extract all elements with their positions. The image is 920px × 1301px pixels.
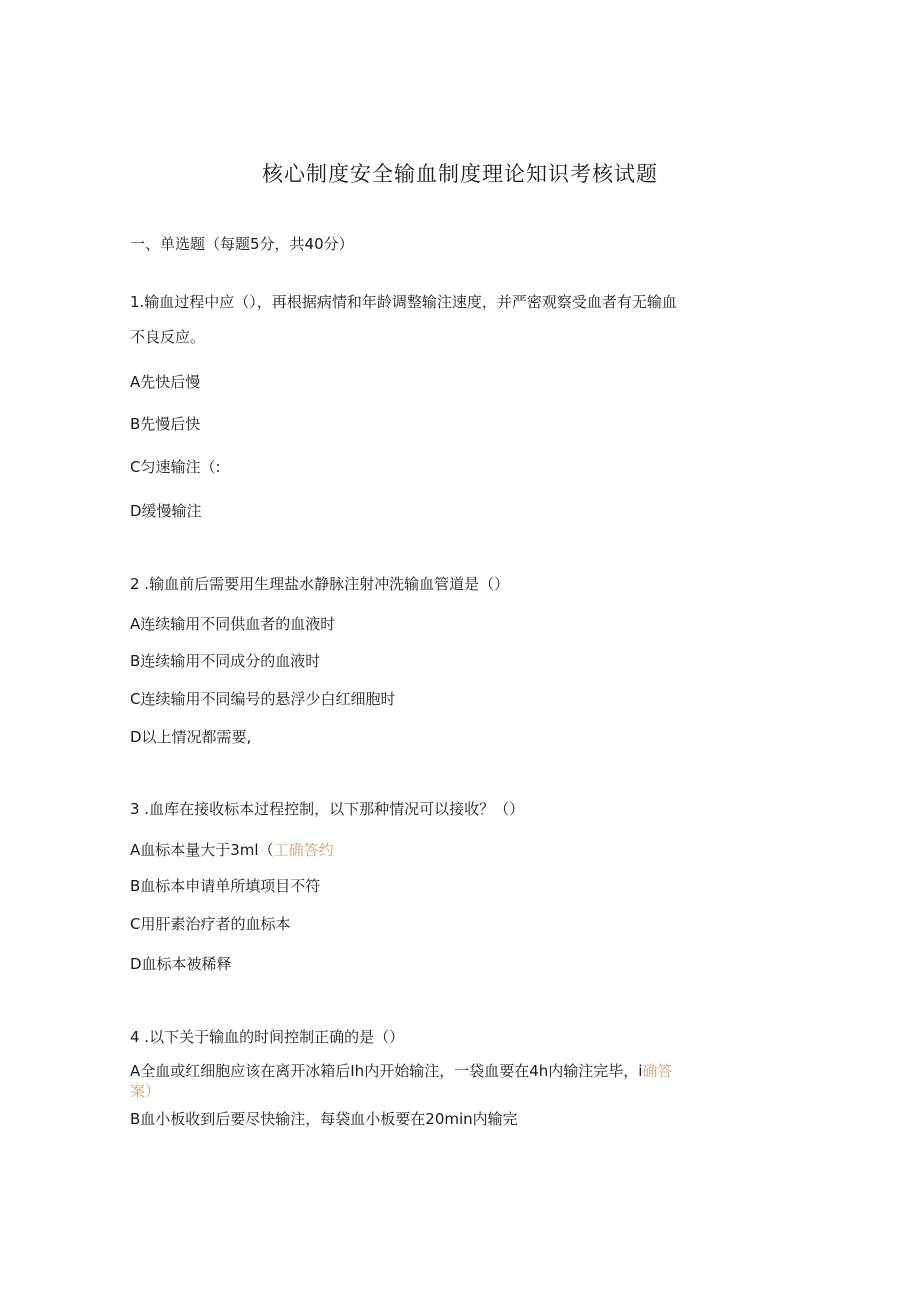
question-3-option-b: B血标本申请单所填项目不符 <box>130 877 321 895</box>
question-1-option-c: C匀速输注（: <box>130 458 221 476</box>
question-2-option-a: A连续输用不同供血者的血液时 <box>130 615 336 633</box>
question-4-option-b: B血小板收到后要尽快输注，每袋血小板要在20min内输完 <box>130 1110 518 1128</box>
question-4-answer-mark: 确答 <box>642 1062 673 1080</box>
question-4-stem: 4 .以下关于输血的时间控制正确的是（） <box>130 1028 405 1046</box>
question-2-stem: 2 .输血前后需要用生理盐水静脉注射冲洗输血管道是（） <box>130 575 510 593</box>
question-3-option-a-text: A血标本量大于3ml（ <box>130 841 274 859</box>
question-3-stem: 3 .血库在接收标本过程控制，以下那种情况可以接收？（） <box>130 800 525 818</box>
question-1-option-d: D缓慢输注 <box>130 502 202 520</box>
question-1-option-a: A先快后慢 <box>130 373 201 391</box>
question-1-stem-line-1: 1.输血过程中应（），再根据病情和年龄调整输注速度，并严密观察受血者有无输血 <box>130 293 677 311</box>
question-3-option-d: D血标本被稀释 <box>130 955 232 973</box>
question-3-option-a <box>130 840 334 860</box>
question-3-option-c: C用肝素治疗者的血标本 <box>130 915 291 933</box>
question-2-option-d: D以上情况都需要, <box>130 728 252 746</box>
section-heading: 一、单选题（每题5分，共40分） <box>130 235 354 253</box>
question-2-option-c: C连续输用不同编号的悬浮少白红细胞时 <box>130 690 396 708</box>
question-1-stem-line-2: 不良反应。 <box>130 328 206 346</box>
document-title: 核心制度安全输血制度理论知识考核试题 <box>262 162 658 186</box>
question-1-option-b: B先慢后快 <box>130 415 201 433</box>
question-3-answer-mark: 工确答约 <box>273 841 334 859</box>
question-4-option-a-text: A全血或红细胞应该在离开冰箱后Ih内开始输注，一袋血要在4h内输注完毕，i <box>130 1062 643 1080</box>
question-4-answer-mark-line-2: 案） <box>130 1082 161 1100</box>
question-2-option-b: B连续输用不同成分的血液时 <box>130 652 321 670</box>
question-4-option-a <box>130 1061 672 1081</box>
